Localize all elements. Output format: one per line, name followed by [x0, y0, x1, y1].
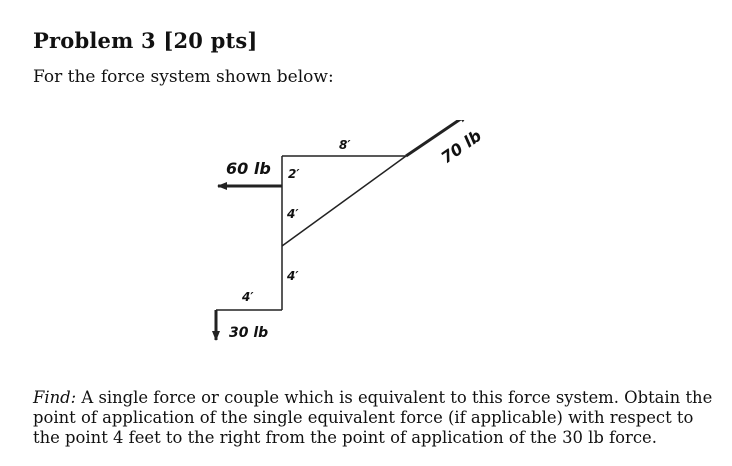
force-label-30lb: 30 lb: [229, 325, 269, 341]
dimension-label-lower: 4′: [287, 269, 299, 283]
problem-intro: For the force system shown below:: [33, 67, 334, 87]
problem-title: Problem 3 [20 pts]: [33, 28, 258, 53]
find-text: A single force or couple which is equivalent to this force system. Obtain the point of application of the single equivalent force (if applicable) with respect to the point 4 feet to the right from the point of application of the 30 lb force.: [33, 388, 713, 447]
dimension-label-middle: 4′: [287, 207, 299, 221]
dimension-label-upper-left: 2′: [288, 167, 300, 181]
force-label-70lb: 70 lb: [437, 126, 485, 168]
frame-diagonal-member: [282, 156, 406, 246]
dimension-label-bottom: 4′: [242, 290, 254, 304]
find-paragraph: [33, 388, 713, 448]
find-label: Find:: [33, 388, 77, 407]
force-system-diagram: [200, 120, 520, 350]
force-label-60lb: 60 lb: [226, 159, 271, 178]
dimension-label-top: 8′: [339, 138, 351, 152]
